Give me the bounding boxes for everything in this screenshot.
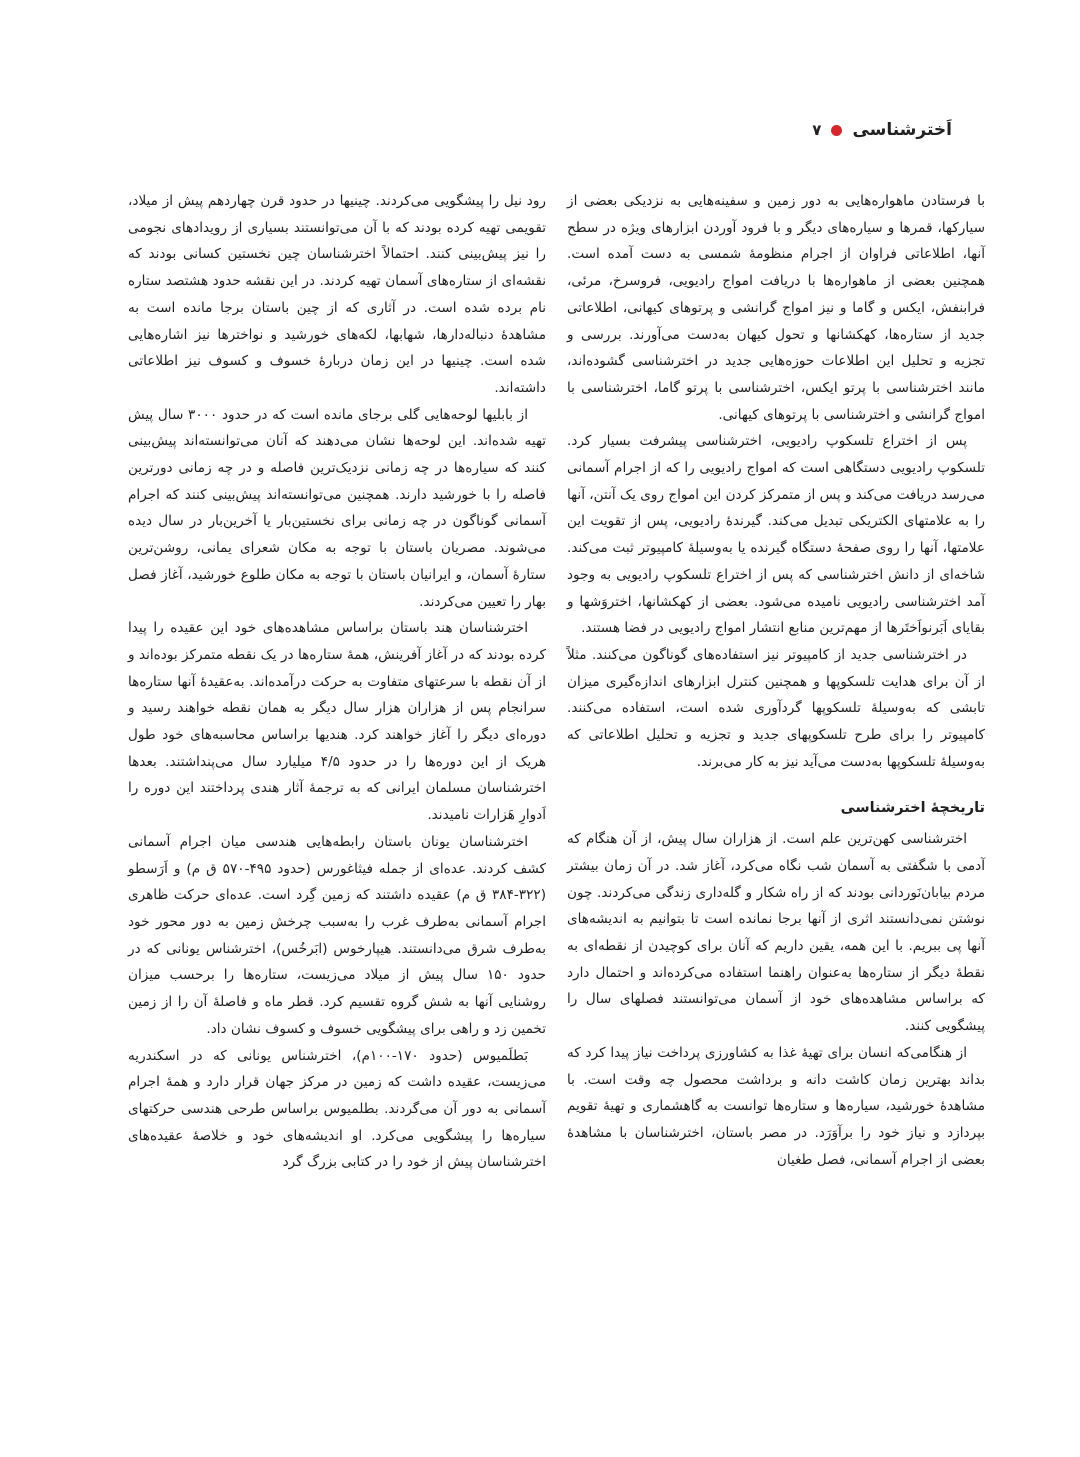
paragraph: از هنگامی‌که انسان برای تهیهٔ غذا به کشاورزی پرداخت نیاز پیدا کرد که بداند بهترین زمان کاشت دانه و برداشت محصول چه وقت است. با مشاهدهٔ خورشید، سیاره‌ها و ستاره‌ها توانست به گاهشماری و تهیهٔ تقویم بپردازد و نیاز خود را برآوَرَد. در مصر باستان، اخترشناسان با مشاهدهٔ بعضی از اجرام آسمانی، فصل طغیان <box>567 1044 985 1168</box>
page-header <box>812 120 952 140</box>
left-column <box>128 188 546 1176</box>
paragraph: اخترشناسان هند باستان براساس مشاهده‌های خود این عقیده را پیدا کرده بودند که در آغاز آفرینش، همهٔ ستاره‌ها در یک نقطه متمرکز بوده‌اند و از آن نقطه با سرعتهای متفاوت به حرکت درآمده‌اند. به‌عقیدهٔ آنها ستاره‌ها سرانجام پس از هزاران هزار سال دیگر به همان نقطه خواهند رسید و دوره‌ای دیگر را آغاز خواهند کرد. هندیها براساس محاسبه‌های خود طول هریک از این دوره‌ها را در حدود ۴/۵ میلیارد سال می‌پنداشتند. بعدها اخترشناسان مسلمان ایرانی که به ترجمهٔ آثار هندی پرداختند این دوره را اَدوارِ هَزارات نامیدند. <box>128 620 547 824</box>
bullet-dot-icon <box>831 125 842 136</box>
running-title: اَخترشناسی <box>852 120 952 140</box>
paragraph: در اخترشناسی جدید از کامپیوتر نیز استفاده‌های گوناگون می‌کنند. مثلاً از آن برای هدایت تلسکوپها و همچنین کنترل ابزارهای اندازه‌گیری میزان تابشی که به‌وسیلهٔ تلسکوپها گردآوری شده است، استفاده می‌کنند. کامپیوتر را برای طرح تلسکوپهای جدید و تجزیه و تحلیل اطلاعاتی که به‌وسیلهٔ تلسکوپها به‌دست می‌آید نیز به کار می‌برند. <box>567 646 985 770</box>
paragraph: اخترشناسی کهن‌ترین علم است. از هزاران سال پیش، از آن هنگام که آدمی با شگفتی به آسمان شب نگاه می‌کرد، آغاز شد. در آن زمان بیشتر مردم بیابان‌نَوردانی بودند که از راه شکار و گله‌داری زندگی می‌کردند. چون نوشتن نمی‌دانستند اثری از آنها برجا نمانده است تا بتوانیم به اندیشه‌های آنها پی ببریم. با این همه، یقین داریم که آنان برای کوچیدن از نقطه‌ای به نقطهٔ دیگر از ستاره‌ها به‌عنوان راهنما استفاده می‌کرده‌اند و احتمال دارد که براساس مشاهده‌های خود از آسمان می‌توانستند فصلهای سال را پیشگویی کنند. <box>567 831 985 1035</box>
right-column <box>567 188 985 1173</box>
paragraph: اخترشناسان یونان باستان رابطه‌هایی هندسی میان اجرام آسمانی کشف کردند. عده‌ای از جمله فیثاغورس (حدود ۴۹۵-۵۷۰ ق م) و اَرَسطو (۳۲۲-۳۸۴ ق م) عقیده داشتند که زمین گِرد است. عده‌ای حرکت ظاهری اجرام آسمانی به‌طرف غرب را به‌سبب چرخش زمین به دور محور خود به‌طرف شرق می‌دانستند. هیپارخوس (ابَرخُس)، اخترشناس یونانی که در حدود ۱۵۰ سال پیش از میلاد می‌زیست، ستاره‌ها را برحسب میزان روشنایی آنها به شش گروه تقسیم کرد. قطر ماه و فاصلهٔ آن را از زمین تخمین زد و راهی برای پیشگویی خسوف و کسوف نشان داد. <box>128 833 546 1037</box>
paragraph: بَطلَمیوس (حدود ۱۷۰-۱۰۰م)، اخترشناس یونانی که در اسکندریه می‌زیست، عقیده داشت که زمین در مرکز جهان قرار دارد و همهٔ اجرام آسمانی به دور آن می‌گردند. بطلمیوس براساس طرحی هندسی حرکتهای سیاره‌ها را پیشگویی می‌کرد. او اندیشه‌های خود و خلاصهٔ عقیده‌های اخترشناسان پیش از خود را در کتابی بزرگ گرد <box>128 1047 546 1171</box>
section-heading: تاریخچهٔ اخترشناسی <box>840 800 985 817</box>
paragraph: با فرستادن ماهواره‌هایی به دور زمین و سفینه‌هایی به نزدیکی بعضی از سیارکها، قمرها و سیاره‌های دیگر و با فرود آوردن ابزارهای ویژه در سطح آنها، اطلاعاتی فراوان از اجرام منظومهٔ شمسی به دست آمده است. همچنین بعضی از ماهواره‌ها با دریافت امواج رادیویی، فروسرخ، مرئی، فرابنفش، ایکس و گاما و نیز امواج گرانشی و پرتوهای کیهانی، اطلاعاتی جدید از ستاره‌ها، کهکشانها و تحول کیهان به‌دست می‌آورند. بررسی و تجزیه و تحلیل این اطلاعات حوزه‌هایی جدید در اخترشناسی گشوده‌اند، مانند اخترشناسی با پرتو ایکس، اخترشناسی با پرتو گاما، اخترشناسی با امواج گرانشی و اخترشناسی با پرتوهای کیهانی. <box>567 193 985 423</box>
paragraph: پس از اختراع تلسکوپ رادیویی، اخترشناسی پیشرفت بسیار کرد. تلسکوپ رادیویی دستگاهی است که امواج رادیویی را که از اجرام آسمانی می‌رسد دریافت می‌کند و پس از متمرکز کردن این امواج روی یک آنتن، آنها را به علامتهای الکتریکی تبدیل می‌کند. گیرندهٔ رادیویی، پس از تقویت این علامتها، آنها را روی صفحهٔ دستگاه گیرنده یا به‌وسیلهٔ کامپیوتر ثبت می‌کند. شاخه‌ای از دانش اخترشناسی که پس از اختراع تلسکوپ رادیویی به وجود آمد اخترشناسی رادیویی نامیده می‌شود. بعضی از کهکشانها، اختروَشها و بقایای اَبَرنواَختَرها از مهم‌ترین منابع انتشار امواج رادیویی در فضا هستند. <box>567 433 985 637</box>
paragraph: از بابلیها لوحه‌هایی گلی برجای مانده است که در حدود ۳۰۰۰ سال پیش تهیه شده‌اند. این لوحه‌ها نشان می‌دهند که آنان می‌توانسته‌اند پیش‌بینی کنند که سیاره‌ها در چه زمانی نزدیک‌ترین فاصله و در چه زمانی دورترین فاصله را با خورشید دارند. همچنین می‌توانسته‌اند پیش‌بینی کنند که اجرام آسمانی گوناگون در چه زمانی برای نخستین‌بار یا آخرین‌بار در سال دیده می‌شوند. مصریان باستان با توجه به مکان شعرای یمانی، روشن‌ترین ستارهٔ آسمان، و ایرانیان باستان با توجه به مکان طلوع خورشید، آغاز فصل بهار را تعیین می‌کردند. <box>128 406 546 610</box>
page-number: ۷ <box>812 121 822 139</box>
paragraph: رود نیل را پیشگویی می‌کردند. چینیها در حدود قرن چهاردهم پیش از میلاد، تقویمی تهیه کرده بودند که با آن می‌توانستند بسیاری از رویدادهای نجومی را نیز پیش‌بینی کنند. احتمالاً اخترشناسان چین نخستین کسانی بودند که نقشه‌ای از ستاره‌های آسمان تهیه کردند. در این نقشه حدود هشتصد ستاره نام برده شده است. در آثاری که از چین باستان برجا مانده است به مشاهدهٔ دنباله‌دارها، شهابها، لکه‌های خورشید و نواخترها نیز اشاره‌هایی شده است. چینیها در این زمان دربارهٔ خسوف و کسوف نیز اطلاعاتی داشته‌اند. <box>128 193 546 396</box>
